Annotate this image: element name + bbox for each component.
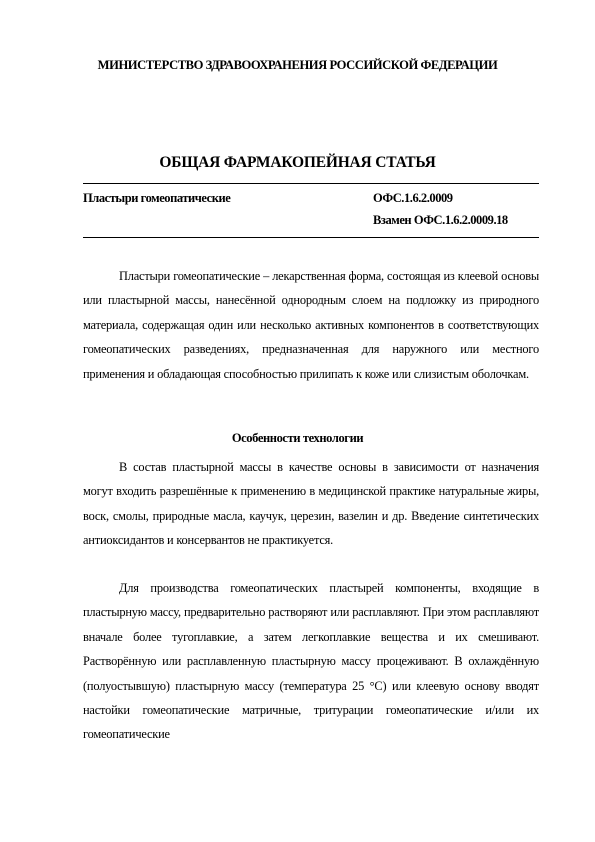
article-replaces: Взамен ОФС.1.6.2.0009.18 bbox=[373, 213, 508, 227]
document-type-title: ОБЩАЯ ФАРМАКОПЕЙНАЯ СТАТЬЯ bbox=[159, 154, 436, 171]
composition-paragraph: В состав пластырной массы в качестве основы в зависимости от назначения могут входить разрешённые к применению в медицинской практике натуральные жиры, воск, смолы, природные масла, каучук, церезин, вазелин и др. Введение синтетических антиоксидантов и консервантов не практикуется. bbox=[83, 460, 539, 548]
ministry-heading: МИНИСТЕРСТВО ЗДРАВООХРАНЕНИЯ РОССИЙСКОЙ ФЕДЕРАЦИИ bbox=[97, 58, 498, 72]
intro-paragraph: Пластыри гомеопатические – лекарственная форма, состоящая из клеевой основы или пластырной массы, нанесённой однородным слоем на подложку из природного материала, содержащая один или несколько активных компонентов в соответствующих гомеопатических разведениях, предназначенная для наружного или местного применения и обладающая способностью прилипать к коже или слизистым оболочкам. bbox=[83, 269, 539, 381]
article-code: ОФС.1.6.2.0009 bbox=[373, 191, 453, 205]
production-paragraph: Для производства гомеопатических пластырей компоненты, входящие в пластырную массу, предварительно растворяют или расплавляют. При этом расплавляют вначале более тугоплавкие, а затем легкоплавкие вещества и их смешивают. Растворённую или расплавленную пластырную массу процеживают. В охлаждённую (полуостывшую) пластырную массу (температура 25 °С) или клеевую основу вводят настойки гомеопатические матричные, тритурации гомеопатические и/или их гомеопатические bbox=[83, 581, 539, 742]
section-heading: Особенности технологии bbox=[231, 431, 364, 445]
article-name: Пластыри гомеопатические bbox=[83, 191, 231, 205]
